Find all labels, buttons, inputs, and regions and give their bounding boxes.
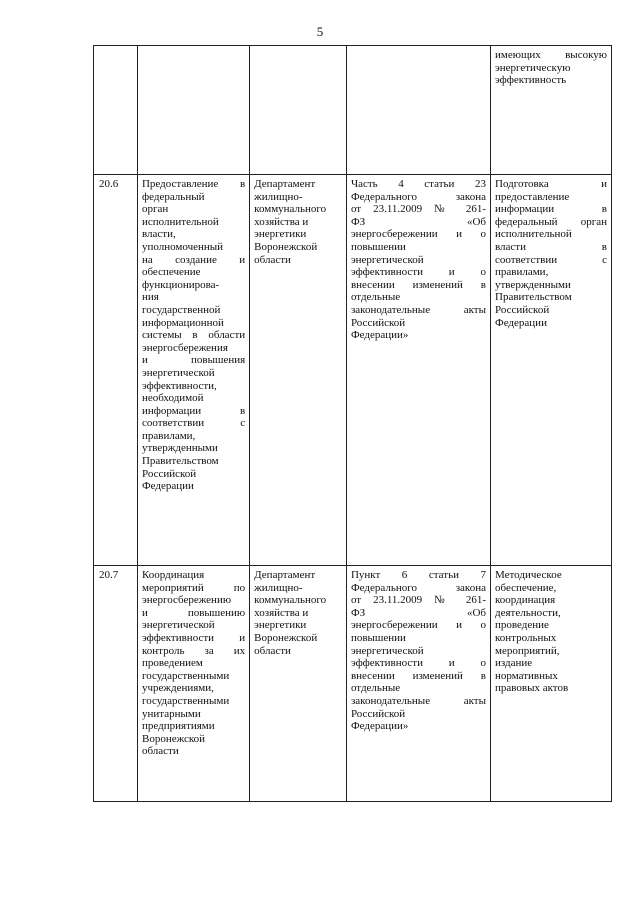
text-line: области [254,253,291,266]
text-line: правилами, [141,429,196,442]
text-line: жилищно- [254,581,303,594]
text-line: от 23.11.2009 № 261- [350,203,486,216]
text-line: Правительством [141,455,219,468]
document-table [93,45,612,802]
text-line: отдельные [350,682,401,695]
text-line: эффективности, [141,379,217,392]
text-line: государственной [141,303,221,316]
text-line: эффективности и о [350,657,486,670]
text-line: Пункт 6 статьи 7 [350,569,486,581]
text-line: области [141,745,179,758]
text-line: энергосбережении и о [350,619,486,632]
text-line: Российской [350,316,406,329]
text-line: предоставление [495,190,570,203]
text-line: правилами, [495,266,549,279]
text-line: ния [141,291,159,304]
text-line: обеспечение, [495,581,557,594]
cell-content [491,175,612,566]
cell-legal-basis [346,175,490,566]
text-line: соответствии с [495,253,607,266]
text-line: Воронежской [254,240,318,253]
text-line: правовых актов [495,682,569,695]
text-line: Часть 4 статьи 23 [350,178,486,190]
text-line: энергетической [141,366,215,379]
text-line: внесении изменений в [350,669,486,682]
cell-department [250,566,347,802]
text-line: Российской [350,707,406,720]
text-line: системы в области [141,329,246,342]
text-line: федеральный [141,190,205,203]
text-line: энергосбережении и о [350,228,486,241]
text-line: и повышению [141,606,246,619]
text-line: энергосбережению [141,594,232,607]
text-line: Воронежской [141,732,206,745]
text-line: внесении изменений в [350,278,486,291]
text-line: Федерации [141,480,194,493]
text-line: утвержденными [495,278,571,291]
text-line: энергосбережения [141,341,228,354]
text-line: проведением [141,657,203,670]
text-line: Федерации» [350,329,409,342]
text-line: Методическое [495,569,562,581]
text-line: необходимой [141,392,204,405]
text-line: энергетической [350,253,424,266]
row-number: 20.7 [94,566,138,802]
text-line: информации в [495,203,607,216]
text-line: Российской [495,303,550,316]
text-line: жилищно- [254,190,303,203]
text-line: государственными [141,694,230,707]
text-line: учреждениями, [141,682,214,695]
text-line: утвержденными [141,442,218,455]
cell-empty [137,46,249,175]
text-line: контрольных [495,631,557,644]
text-line: коммунального [254,203,327,216]
text-line: Департамент [254,569,316,581]
cell-legal-basis [346,566,490,802]
table-row [94,566,612,802]
text-line: хозяйства и [254,606,309,619]
text-line: координация [495,594,556,607]
text-line: обеспечение [141,266,201,279]
text-line: ФЗ «Об [350,606,486,619]
text-line: и повышения [141,354,246,367]
text-line: повышении [350,631,406,644]
text-line: Федерации» [350,720,409,733]
text-line: функционирова- [141,278,220,291]
table-row [94,175,612,566]
cell-description [137,175,249,566]
text-line: предприятиями [141,720,215,733]
text-line: орган [141,203,169,216]
cell-empty [250,46,347,175]
text-line: Российской [141,467,197,480]
text-line: энергетическую [495,61,571,74]
text-line: мероприятий по [141,581,246,594]
cell-continuation-text [491,46,612,175]
text-line: энергетики [254,619,307,632]
text-line: законодательные акты [350,694,486,707]
text-line: имеющих высокую [495,49,607,61]
text-line: Федерального закона [350,190,486,203]
text-line: энергетической [350,644,424,657]
text-line: энергетики [254,228,307,241]
text-line: государственными [141,669,230,682]
text-line: нормативных [495,669,558,682]
text-line: коммунального [254,594,327,607]
text-line: информационной [141,316,224,329]
cell-department [250,175,347,566]
text-line: Подготовка и [495,178,607,190]
text-line: ФЗ «Об [350,215,486,228]
text-line: эффективности и о [350,266,486,279]
text-line: Воронежской [254,631,318,644]
text-line: Правительством [495,291,572,304]
text-line: власти, [141,228,176,241]
cell-content [491,566,612,802]
text-line: энергетической [141,619,215,632]
text-line: информации в [141,404,246,417]
text-line: Предоставление в [141,178,246,190]
text-line: отдельные [350,291,401,304]
table-row-continuation [94,46,612,175]
text-line: Координация [141,569,205,581]
text-line: законодательные акты [350,303,486,316]
text-line: уполномоченный [141,240,224,253]
text-line: эффективности и [141,631,246,644]
text-line: унитарными [141,707,201,720]
text-line: издание [495,657,533,670]
text-line: проведение [495,619,549,632]
cell-empty [94,46,138,175]
text-line: федеральный орган [495,215,607,228]
text-line: исполнительной [495,228,572,241]
cell-description [137,566,249,802]
text-line: хозяйства и [254,215,309,228]
text-line: власти в [495,240,607,253]
text-line: эффективность [495,74,567,87]
cell-empty [346,46,490,175]
text-line: мероприятий, [495,644,560,657]
text-line: повышении [350,240,406,253]
text-line: деятельности, [495,606,561,619]
text-line: исполнительной [141,215,219,228]
text-line: Департамент [254,178,316,190]
text-line: Федерального закона [350,581,486,594]
text-line: контроль за их [141,644,246,657]
text-line: на создание и [141,253,246,266]
text-line: Федерации [495,316,547,329]
text-line: области [254,644,291,657]
page-number: 5 [316,24,324,39]
text-line: от 23.11.2009 № 261- [350,594,486,607]
row-number: 20.6 [94,175,138,566]
text-line: соответствии с [141,417,246,430]
